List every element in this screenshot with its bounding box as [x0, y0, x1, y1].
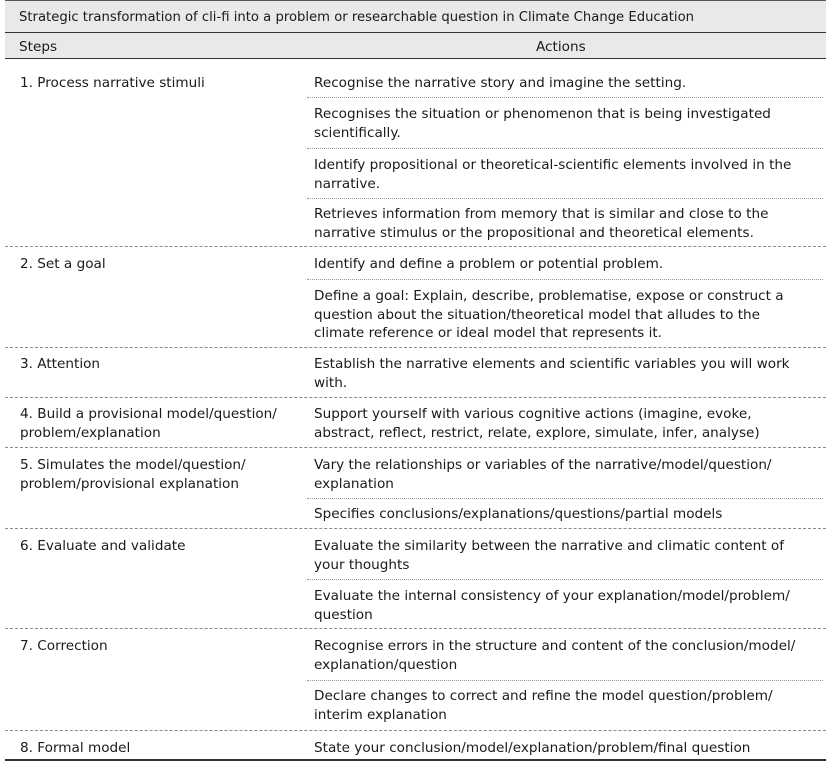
step-6: 6. Evaluate and validate [20, 538, 186, 554]
step-7: 7. Correction [20, 638, 108, 654]
step-5: 5. Simulates the model/question/ problem/provisional explanation [20, 457, 246, 492]
step-3: 3. Attention [20, 356, 101, 372]
action-divider [307, 680, 823, 681]
steps-column-header: Steps [19, 39, 58, 55]
action-6-2: Evaluate the internal consistency of your explanation/model/problem/ question [314, 588, 790, 623]
action-4-1: Support yourself with various cognitive actions (imagine, evoke, abstract, reflect, restrict, relate, explore, simulate, infer, analyse) [314, 406, 760, 441]
action-1-4: Retrieves information from memory that is similar and close to the narrative stimulus or the propositional and theoretical elements. [314, 206, 769, 241]
step-8: 8. Formal model [20, 740, 131, 756]
group-divider [5, 730, 826, 731]
group-divider [5, 528, 826, 529]
column-header-row [5, 32, 826, 59]
action-divider [307, 579, 823, 580]
actions-column-header: Actions [536, 39, 586, 55]
group-divider [5, 447, 826, 448]
table-bottom-rule [5, 759, 826, 761]
action-divider [307, 97, 823, 98]
action-7-2: Declare changes to correct and refine the model question/problem/ interim explanation [314, 688, 773, 723]
group-divider [5, 397, 826, 398]
action-divider [307, 279, 823, 280]
table-caption: Strategic transformation of cli-fi into a problem or researchable question in Climate Change Education [19, 10, 695, 25]
step-4: 4. Build a provisional model/question/ problem/explanation [20, 406, 277, 441]
action-7-1: Recognise errors in the structure and content of the conclusion/model/ explanation/question [314, 638, 796, 673]
step-1: 1. Process narrative stimuli [20, 75, 205, 91]
action-divider [307, 148, 823, 149]
action-6-1: Evaluate the similarity between the narrative and climatic content of your thoughts [314, 538, 785, 573]
action-5-2: Specifies conclusions/explanations/questions/partial models [314, 506, 723, 522]
group-divider [5, 246, 826, 247]
action-1-1: Recognise the narrative story and imagine the setting. [314, 75, 687, 91]
action-5-1: Vary the relationships or variables of the narrative/model/question/ explanation [314, 457, 772, 492]
action-divider [307, 498, 823, 499]
action-divider [307, 198, 823, 199]
action-2-2: Define a goal: Explain, describe, problematise, expose or construct a question about the situation/theoretical model that alludes to the climate reference or ideal model that represents it. [314, 288, 784, 341]
group-divider [5, 347, 826, 348]
step-2: 2. Set a goal [20, 256, 106, 272]
action-1-2: Recognises the situation or phenomenon that is being investigated scientifically. [314, 106, 771, 141]
action-2-1: Identify and define a problem or potential problem. [314, 256, 664, 272]
action-1-3: Identify propositional or theoretical-scientific elements involved in the narrative. [314, 157, 792, 192]
caption-bar [5, 0, 826, 33]
group-divider [5, 628, 826, 629]
action-3-1: Establish the narrative elements and scientific variables you will work with. [314, 356, 790, 391]
action-8-1: State your conclusion/model/explanation/problem/final question [314, 740, 751, 756]
